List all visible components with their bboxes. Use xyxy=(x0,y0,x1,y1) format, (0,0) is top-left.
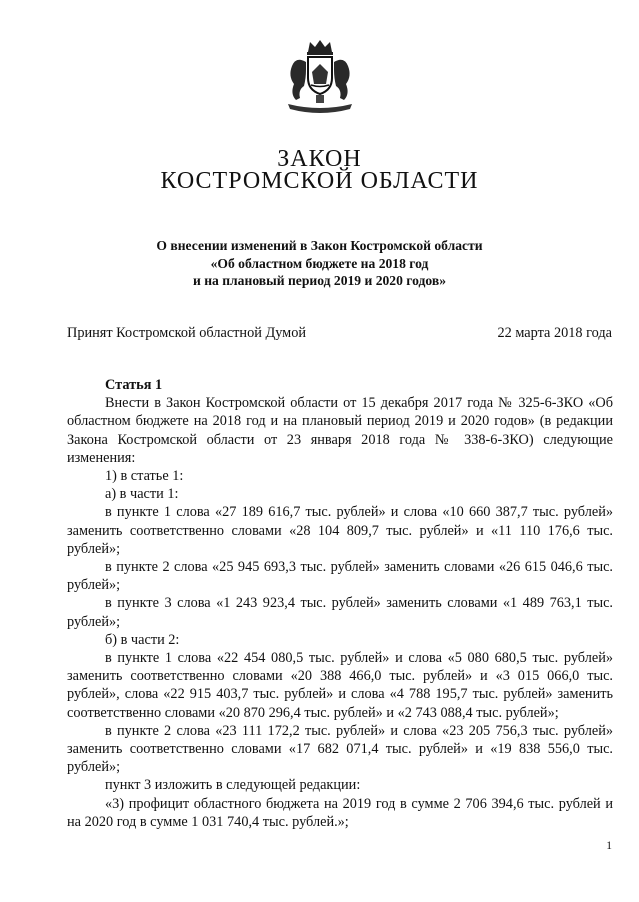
subtitle-line: «Об областном бюджете на 2018 год xyxy=(210,255,429,271)
adopted-by-text: Принят Костромской областной Думой xyxy=(67,325,307,341)
subtitle-line: О внесении изменений в Закон Костромской области xyxy=(156,238,483,253)
paragraph: в пункте 2 слова «25 945 693,3 тыс. рублей» заменить словами «26 615 046,6 тыс. рублей»; xyxy=(67,559,613,594)
article-heading: Статья 1 xyxy=(105,377,163,393)
paragraph: в пункте 3 слова «1 243 923,4 тыс. рублей» заменить словами «1 489 763,1 тыс. рублей»; xyxy=(67,595,613,630)
page-number: 1 xyxy=(606,840,612,852)
paragraph: в пункте 1 слова «22 454 080,5 тыс. рублей» и слова «5 080 680,5 тыс. рублей» заменить соответственно словами «20 388 466,0 тыс. рублей» и «3 015 066,0 тыс. рублей», слова «22 915 403,7 тыс. рублей» и слова «4 788 195,7 тыс. рублей» заменить соответственно словами «20 870 296,4 тыс. рублей» и «2 743 088,4 тыс. рублей»; xyxy=(67,650,613,721)
paragraph: Внести в Закон Костромской области от 15 декабря 2017 года № 325-6-ЗКО «Об областном бюджете на 2018 год и на плановый период 2019 и 2020 годов» (в редакции Закона Костромской области от 23 января 2018 года № 338-6-ЗКО) следующие изменения: xyxy=(67,395,613,466)
adoption-date: 22 марта 2018 года xyxy=(497,325,612,341)
paragraph: а) в части 1: xyxy=(105,486,179,503)
paragraph: б) в части 2: xyxy=(105,631,180,648)
paragraph: в пункте 2 слова «23 111 172,2 тыс. рублей» и слова «23 205 756,3 тыс. рублей» заменить соответственно словами «17 682 071,4 тыс. рублей» и «19 838 556,0 тыс. рублей»; xyxy=(67,722,613,776)
coat-of-arms-icon xyxy=(270,38,370,118)
document-type-title: ЗАКОН xyxy=(277,146,362,172)
paragraph: 1) в статье 1: xyxy=(105,468,184,485)
paragraph: «3) профицит областного бюджета на 2019 год в сумме 2 706 394,6 тыс. рублей и на 2020 год в сумме 1 031 740,4 тыс. рублей.»; xyxy=(67,795,613,830)
paragraph: пункт 3 изложить в следующей редакции: xyxy=(105,777,361,794)
region-title: КОСТРОМСКОЙ ОБЛАСТИ xyxy=(160,168,479,194)
subtitle-line: и на плановый период 2019 и 2020 годов» xyxy=(192,273,447,288)
law-subtitle xyxy=(0,237,639,290)
document-body xyxy=(67,376,613,831)
paragraph: в пункте 1 слова «27 189 616,7 тыс. рублей» и слова «10 660 387,7 тыс. рублей» заменить соответственно словами «28 104 809,7 тыс. рублей» и «11 110 176,6 тыс. рублей»; xyxy=(67,504,613,557)
